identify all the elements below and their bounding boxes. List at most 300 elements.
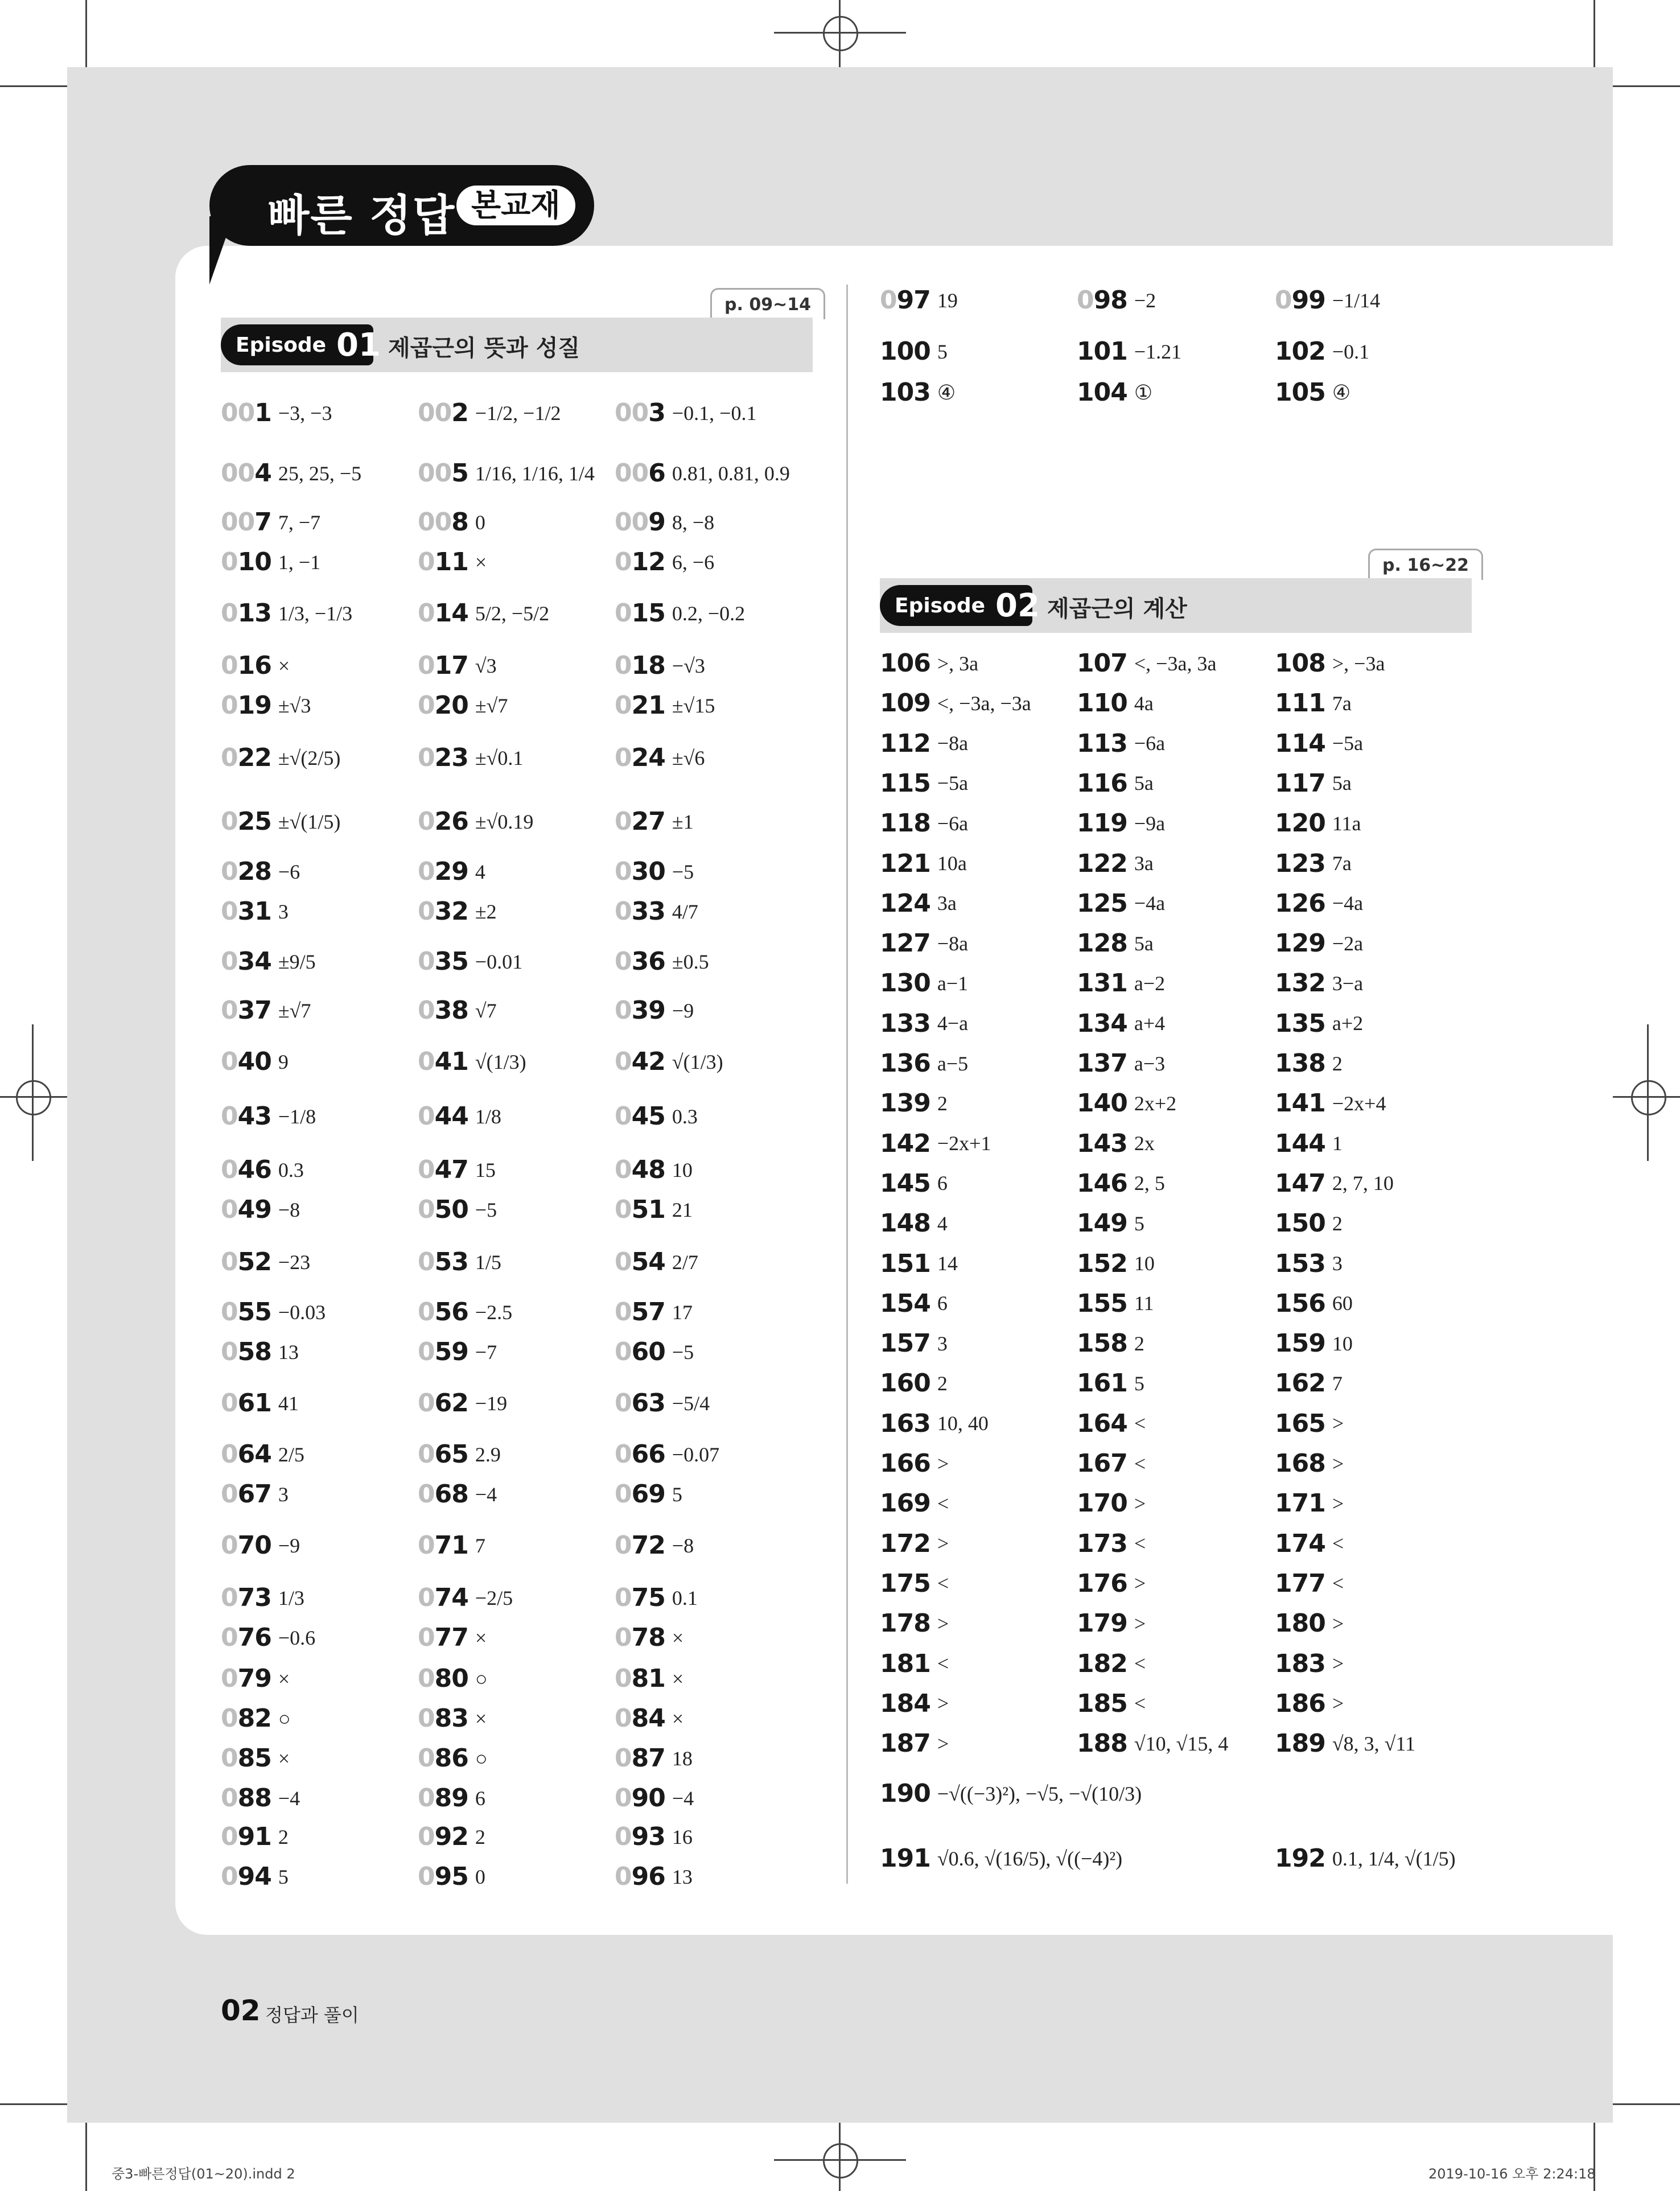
answer-item <box>880 1449 949 1478</box>
answer-value: ① <box>1134 381 1153 404</box>
answer-value: −4 <box>475 1482 497 1506</box>
answer-value: ±√15 <box>672 694 715 717</box>
answer-item <box>221 599 352 628</box>
question-number: 142 <box>880 1129 930 1158</box>
answer-item <box>1275 729 1363 758</box>
question-number: 108 <box>1275 649 1325 678</box>
question-number: 051 <box>615 1195 665 1224</box>
answer-value: ±2 <box>475 900 497 923</box>
answer-value: −1/14 <box>1332 289 1381 312</box>
question-number: 120 <box>1275 809 1325 838</box>
answer-value: 10a <box>937 852 967 875</box>
question-number: 168 <box>1275 1449 1325 1478</box>
answer-value: < <box>1134 1652 1146 1675</box>
answer-item <box>1275 969 1363 998</box>
answer-item <box>1077 1649 1146 1678</box>
answer-value: 3−a <box>1332 971 1364 995</box>
question-number: 031 <box>221 897 271 926</box>
registration-mark <box>839 0 841 67</box>
answer-item <box>615 1047 723 1076</box>
answer-item <box>1275 649 1385 678</box>
answer-item <box>1275 889 1363 918</box>
answer-value: 2 <box>937 1092 948 1115</box>
answer-value: ±√0.1 <box>475 746 524 769</box>
answer-item <box>1077 1689 1146 1718</box>
answer-item <box>418 651 497 680</box>
answer-item <box>615 1195 693 1224</box>
answer-item <box>418 996 497 1025</box>
answer-value: >, 3a <box>937 652 979 675</box>
answer-item <box>1077 1329 1144 1358</box>
answer-item <box>1275 929 1363 958</box>
answer-value: ±√(1/5) <box>278 810 341 833</box>
question-number: 152 <box>1077 1249 1127 1278</box>
answer-item <box>1275 1529 1344 1558</box>
answer-item <box>880 689 1031 718</box>
answer-value: −2x+4 <box>1332 1092 1386 1115</box>
answer-item <box>418 1440 501 1469</box>
question-number: 101 <box>1077 337 1127 366</box>
question-number: 092 <box>418 1822 468 1851</box>
answer-item <box>1077 1409 1146 1438</box>
answer-value: 3 <box>1332 1252 1343 1275</box>
question-number: 148 <box>880 1209 930 1238</box>
answer-item <box>615 1298 693 1327</box>
answer-item <box>221 1337 299 1366</box>
question-number: 182 <box>1077 1649 1127 1678</box>
answer-value: −4 <box>278 1786 300 1810</box>
answer-value: −9 <box>672 999 694 1022</box>
answer-item <box>221 398 332 427</box>
answer-item <box>1275 286 1380 315</box>
answer-item <box>418 1480 497 1509</box>
question-number: 167 <box>1077 1449 1127 1478</box>
answer-value: ±√0.19 <box>475 810 534 833</box>
textbook-badge: 본교재 <box>456 186 575 225</box>
question-number: 166 <box>880 1449 930 1478</box>
question-number: 138 <box>1275 1049 1325 1078</box>
answer-item <box>418 1623 487 1652</box>
answer-item <box>880 1489 949 1518</box>
question-number: 137 <box>1077 1049 1127 1078</box>
answer-value: −4 <box>672 1786 694 1810</box>
answer-item <box>221 1247 310 1276</box>
question-number: 013 <box>221 599 271 628</box>
answer-item <box>880 1209 948 1238</box>
answer-item <box>1077 849 1154 878</box>
answer-value: −8a <box>937 932 969 955</box>
question-number: 058 <box>221 1337 271 1366</box>
question-number: 087 <box>615 1744 665 1773</box>
question-number: 149 <box>1077 1209 1127 1238</box>
answer-item <box>615 1480 682 1509</box>
answer-value: 0.3 <box>672 1105 698 1128</box>
question-number: 069 <box>615 1480 665 1509</box>
answer-item <box>615 1102 698 1131</box>
answer-value: 11a <box>1332 812 1361 835</box>
question-number: 054 <box>615 1247 665 1276</box>
answer-value: 11 <box>1134 1292 1154 1315</box>
print-timestamp: 2019-10-16 오후 2:24:18 <box>1428 2166 1596 2182</box>
registration-mark <box>16 1080 51 1115</box>
answer-item <box>615 1531 694 1560</box>
answer-value: −0.03 <box>278 1300 326 1324</box>
answer-item <box>221 1195 300 1224</box>
question-number: 024 <box>615 743 665 772</box>
answer-value: √7 <box>475 999 497 1022</box>
answer-value: > <box>1134 1492 1146 1515</box>
episode-badge <box>221 324 381 365</box>
answer-value: 15 <box>475 1158 496 1181</box>
question-number: 026 <box>418 807 468 836</box>
answer-item <box>221 1047 289 1076</box>
answer-value: 1/3 <box>278 1586 304 1609</box>
answer-value: 4a <box>1134 691 1154 715</box>
question-number: 082 <box>221 1704 271 1733</box>
answer-item <box>615 1389 710 1418</box>
answer-value: a−5 <box>937 1052 969 1075</box>
answer-value: 6, −6 <box>672 550 715 574</box>
question-number: 010 <box>221 547 271 576</box>
answer-value: −6a <box>937 812 969 835</box>
answer-value: −9a <box>1134 812 1166 835</box>
answer-item <box>1275 1729 1415 1758</box>
answer-item <box>221 1155 304 1184</box>
question-number: 080 <box>418 1664 468 1693</box>
answer-value: > <box>1134 1572 1146 1595</box>
answer-item <box>1275 1209 1343 1238</box>
question-number: 191 <box>880 1844 930 1873</box>
question-number: 185 <box>1077 1688 1127 1718</box>
answer-value: 5 <box>937 340 948 363</box>
answer-item <box>615 1862 693 1891</box>
answer-item <box>880 1089 948 1118</box>
answer-value: −5a <box>937 772 969 795</box>
question-number: 100 <box>880 337 930 366</box>
answer-item <box>880 378 956 407</box>
answer-value: a−2 <box>1134 971 1166 995</box>
answer-item <box>1275 1569 1344 1598</box>
question-number: 033 <box>615 897 665 926</box>
page-number: 02 <box>221 1994 261 2027</box>
answer-value: 5/2, −5/2 <box>475 602 550 625</box>
answer-value: 7 <box>475 1534 485 1557</box>
crop-mark <box>1593 0 1595 67</box>
answer-item <box>221 897 289 926</box>
question-number: 088 <box>221 1784 271 1813</box>
question-number: 045 <box>615 1102 665 1131</box>
question-number: 036 <box>615 947 665 976</box>
question-number: 085 <box>221 1744 271 1773</box>
question-number: 118 <box>880 809 930 838</box>
registration-mark <box>823 2143 858 2178</box>
answer-item <box>1077 769 1154 798</box>
question-number: 183 <box>1275 1649 1325 1678</box>
answer-value: >, −3a <box>1332 652 1385 675</box>
question-number: 144 <box>1275 1129 1325 1158</box>
answer-value: ○ <box>475 1667 488 1690</box>
answer-item <box>221 459 361 488</box>
answer-item <box>1077 809 1165 838</box>
answer-item <box>221 1583 304 1612</box>
answer-item <box>615 743 705 772</box>
question-number: 060 <box>615 1337 665 1366</box>
answer-item <box>880 769 968 798</box>
answer-value: 5 <box>278 1865 289 1888</box>
answer-item <box>1275 1489 1344 1518</box>
question-number: 043 <box>221 1102 271 1131</box>
question-number: 040 <box>221 1047 271 1076</box>
answer-value: < <box>1332 1532 1344 1555</box>
answer-value: −√((−3)²), −√5, −√(10/3) <box>937 1782 1142 1805</box>
question-number: 153 <box>1275 1249 1325 1278</box>
answer-value: ±√6 <box>672 746 705 769</box>
question-number: 014 <box>418 599 468 628</box>
question-number: 097 <box>880 286 930 315</box>
question-number: 163 <box>880 1408 930 1438</box>
answer-item <box>1275 1329 1353 1358</box>
answer-item <box>418 398 561 427</box>
question-number: 136 <box>880 1049 930 1078</box>
crop-mark <box>85 0 87 67</box>
answer-value: × <box>475 1707 487 1730</box>
question-number: 057 <box>615 1298 665 1327</box>
registration-mark <box>1631 1080 1666 1115</box>
registration-mark <box>1613 1096 1680 1098</box>
answer-value: × <box>278 1667 290 1690</box>
answer-item <box>1275 1289 1353 1318</box>
question-number: 162 <box>1275 1369 1325 1398</box>
answer-item <box>1077 1569 1146 1598</box>
answer-item <box>1077 1609 1146 1638</box>
answer-value: 2 <box>1332 1052 1343 1075</box>
answer-item <box>1077 729 1165 758</box>
question-number: 131 <box>1077 969 1127 998</box>
question-number: 146 <box>1077 1168 1127 1198</box>
answer-item <box>880 729 968 758</box>
answer-value: 4−a <box>937 1012 969 1035</box>
answer-item <box>615 947 709 976</box>
answer-value: −√3 <box>672 654 705 677</box>
answer-value: −8 <box>672 1534 694 1557</box>
answer-item <box>418 1298 512 1327</box>
answer-value: 10 <box>672 1158 693 1181</box>
answer-value: −2a <box>1332 932 1364 955</box>
answer-item <box>1077 378 1152 407</box>
answer-item <box>615 508 714 537</box>
answer-item <box>880 849 967 878</box>
question-number: 180 <box>1275 1609 1325 1638</box>
answer-value: −5 <box>672 860 694 883</box>
answer-value: × <box>672 1667 684 1690</box>
question-number: 171 <box>1275 1489 1325 1518</box>
answer-value: ±√7 <box>475 694 508 717</box>
answer-value: 2.9 <box>475 1443 501 1466</box>
answer-value: −23 <box>278 1250 311 1274</box>
answer-item <box>1077 889 1165 918</box>
answer-item <box>418 1155 496 1184</box>
question-number: 023 <box>418 743 468 772</box>
answer-value: ±√7 <box>278 999 311 1022</box>
answer-value: > <box>1332 1452 1344 1475</box>
answer-item <box>418 807 533 836</box>
question-number: 046 <box>221 1155 271 1184</box>
answer-item <box>880 337 948 366</box>
answer-value: 6 <box>475 1786 485 1810</box>
answer-value: −8a <box>937 732 969 755</box>
answer-item <box>1275 769 1352 798</box>
question-number: 170 <box>1077 1489 1127 1518</box>
registration-mark <box>0 1096 67 1098</box>
answer-value: ±9/5 <box>278 950 316 973</box>
answer-value: 3 <box>278 1482 289 1506</box>
question-number: 070 <box>221 1531 271 1560</box>
answer-item <box>418 1583 513 1612</box>
question-number: 053 <box>418 1247 468 1276</box>
page-range-tab: p. 16~22 <box>1368 549 1483 580</box>
answer-item <box>418 1047 526 1076</box>
answer-item <box>418 508 485 537</box>
answer-value: −2/5 <box>475 1586 513 1609</box>
answer-item <box>615 1623 683 1652</box>
question-number: 186 <box>1275 1688 1325 1718</box>
answer-value: −5 <box>475 1198 497 1221</box>
answer-value: 0 <box>475 1865 485 1888</box>
question-number: 005 <box>418 459 468 488</box>
question-number: 126 <box>1275 888 1325 918</box>
question-number: 128 <box>1077 929 1127 958</box>
answer-value: 0.1 <box>672 1586 698 1609</box>
answer-value: 19 <box>937 289 958 312</box>
answer-item <box>615 1744 693 1773</box>
answer-item <box>1275 1129 1343 1158</box>
answer-value: 2/5 <box>278 1443 304 1466</box>
answer-item <box>615 691 715 720</box>
question-number: 104 <box>1077 378 1127 407</box>
question-number: 035 <box>418 947 468 976</box>
answer-value: < <box>1134 1452 1146 1475</box>
answer-value: −4a <box>1134 892 1166 915</box>
question-number: 032 <box>418 897 468 926</box>
answer-item <box>418 1195 497 1224</box>
question-number: 071 <box>418 1531 468 1560</box>
crop-mark <box>1613 2103 1680 2105</box>
episode-title: 제곱근의 뜻과 성질 <box>388 335 580 361</box>
answer-value: 5 <box>672 1482 682 1506</box>
question-number: 015 <box>615 599 665 628</box>
question-number: 111 <box>1275 689 1325 718</box>
question-number: 129 <box>1275 929 1325 958</box>
answer-item <box>221 1664 290 1693</box>
question-number: 065 <box>418 1440 468 1469</box>
question-number: 156 <box>1275 1288 1325 1318</box>
answer-item <box>615 1664 683 1693</box>
question-number: 063 <box>615 1389 665 1418</box>
answer-item <box>615 1822 693 1851</box>
question-number: 073 <box>221 1583 271 1612</box>
question-number: 025 <box>221 807 271 836</box>
answer-value: < <box>1134 1412 1146 1435</box>
answer-item <box>418 1102 501 1131</box>
question-number: 178 <box>880 1609 930 1638</box>
answer-value: a−1 <box>937 971 969 995</box>
answer-value: ±√(2/5) <box>278 746 341 769</box>
answer-value: 5a <box>1332 772 1352 795</box>
answer-value: √0.6, √(16/5), √((−4)²) <box>937 1847 1123 1870</box>
question-number: 006 <box>615 459 665 488</box>
answer-value: −0.1 <box>1332 340 1370 363</box>
answer-item <box>880 1329 948 1358</box>
answer-item <box>615 1784 694 1813</box>
question-number: 121 <box>880 849 930 878</box>
answer-value: 0 <box>475 510 485 534</box>
question-number: 141 <box>1275 1089 1325 1118</box>
question-number: 158 <box>1077 1329 1127 1358</box>
answer-value: 2 <box>1134 1332 1144 1355</box>
answer-item <box>221 1862 289 1891</box>
question-number: 154 <box>880 1288 930 1318</box>
question-number: 090 <box>615 1784 665 1813</box>
answer-value: −1.21 <box>1134 340 1182 363</box>
crop-mark <box>1613 85 1680 87</box>
question-number: 062 <box>418 1389 468 1418</box>
question-number: 083 <box>418 1704 468 1733</box>
question-number: 174 <box>1275 1529 1325 1558</box>
answer-value: > <box>1332 1412 1344 1435</box>
question-number: 117 <box>1275 768 1325 798</box>
answer-item <box>418 1247 501 1276</box>
answer-item <box>880 1569 949 1598</box>
answer-item <box>1077 1449 1146 1478</box>
question-number: 077 <box>418 1623 468 1652</box>
question-number: 122 <box>1077 849 1127 878</box>
question-number: 047 <box>418 1155 468 1184</box>
answer-value: < <box>937 1572 949 1595</box>
answer-value: −5a <box>1332 732 1364 755</box>
answer-value: −1/8 <box>278 1105 316 1128</box>
answer-item <box>1275 1409 1344 1438</box>
answer-item <box>418 897 497 926</box>
question-number: 172 <box>880 1529 930 1558</box>
answer-value: 10, 40 <box>937 1412 989 1435</box>
question-number: 011 <box>418 547 468 576</box>
question-number: 115 <box>880 768 930 798</box>
answer-item <box>1275 1089 1386 1118</box>
question-number: 114 <box>1275 728 1325 758</box>
answer-item <box>1275 337 1369 366</box>
answer-value: a−3 <box>1134 1052 1166 1075</box>
answer-value: × <box>672 1707 684 1730</box>
question-number: 165 <box>1275 1408 1325 1438</box>
answer-value: × <box>475 550 487 574</box>
answer-item <box>880 1689 949 1718</box>
answer-item <box>221 807 340 836</box>
answer-item <box>1275 1249 1343 1278</box>
question-number: 116 <box>1077 768 1127 798</box>
answer-item <box>1077 1129 1155 1158</box>
episode-number: 01 <box>336 326 381 364</box>
answer-item <box>615 1247 698 1276</box>
page-title: 빠른 정답 <box>267 190 456 241</box>
answer-value: 7a <box>1332 852 1352 875</box>
answer-value: −6a <box>1134 732 1166 755</box>
question-number: 123 <box>1275 849 1325 878</box>
answer-value: 1 <box>1332 1132 1343 1155</box>
answer-item <box>1077 649 1216 678</box>
answer-value: < <box>1134 1532 1146 1555</box>
answer-item <box>880 1249 958 1278</box>
question-number: 086 <box>418 1744 468 1773</box>
